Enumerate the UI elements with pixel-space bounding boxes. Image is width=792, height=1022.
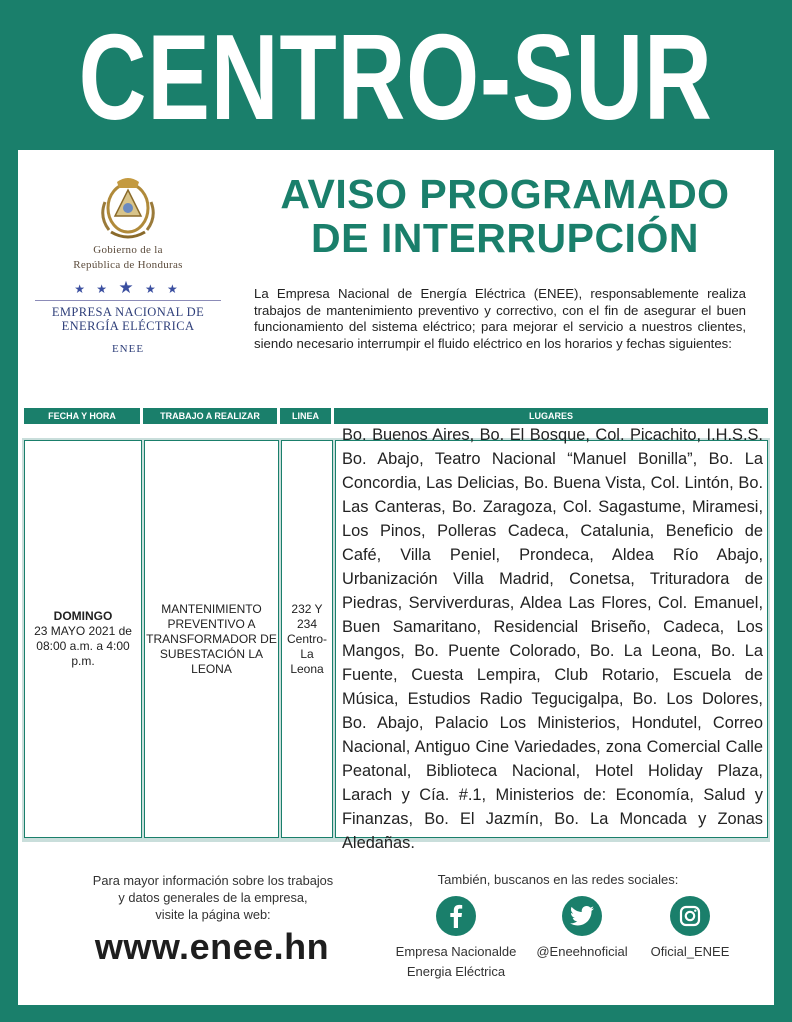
cell-work-text: MANTENIMIENTO PREVENTIVO A TRANSFORMADOR DE SUBESTACIÓN LA LEONA	[146, 601, 277, 676]
website-link[interactable]: www.enee.hn	[94, 926, 330, 967]
cell-line	[281, 440, 333, 838]
facebook-label-2: Energia Eléctrica	[406, 964, 506, 979]
enee-logo	[28, 172, 228, 362]
gov-line-2: República de Honduras	[73, 259, 183, 271]
notice-headline	[240, 172, 770, 260]
social-title: También, buscanos en las redes sociales:	[437, 872, 679, 887]
cell-day: DOMINGO	[53, 609, 113, 623]
headline-line-2: DE INTERRUPCIÓN	[311, 215, 699, 261]
region-title: CENTRO-SUR	[79, 9, 713, 145]
twitter-icon	[562, 896, 602, 936]
cell-line-text: 232 Y 234 Centro- La Leona	[286, 601, 327, 676]
table-row	[22, 426, 770, 852]
logo-divider	[35, 300, 221, 301]
header-linea: LINEA	[280, 408, 331, 424]
cell-date-time: 23 MAYO 2021 de 08:00 a.m. a 4:00 p.m.	[34, 624, 132, 668]
header-lugares: LUGARES	[334, 408, 768, 424]
company-line-2: ENERGÍA ELÉCTRICA	[61, 319, 195, 333]
instagram-link[interactable]	[620, 896, 760, 962]
cell-places-text: Bo. Buenos Aires, Bo. El Bosque, Col. Picachito, I.H.S.S. Bo. Abajo, Teatro Nacional “Manuel Bonilla”, Bo. La Concordia, Las Delicias, Bo. Buena Vista, Col. Lintón, Bo. Las Canteras, Bo. Zaragoza, Col. Sagastume, Miramesi, Los Pinos, Polleras Cadeca, Catalunia, Beneficio de Café, Villa Peniel, Prondeca, Aldea Río Abajo, Urbanización Villa Madrid, Conetsa, Trituradora de Piedras, Serviverduras, Aldea Las Flores, Col. Emanuel, Buen Samaritano, Residencial Briseño, Cadeca, Los Mangos, Bo. Puente Colorado, Bo. La Leona, Bo. La Fuente, Cuesta Lempira, Club Rotario, Escuela de Música, Estudios Radio Tegucigalpa, Bo. Los Dolores, Bo. Abajo, Palacio Los Ministerios, Hondutel, Correo Nacional, Antiguo Cine Variedades, zona Comercial Calle Peatonal, Biblioteca Nacional, Hotel Holiday Plaza, Larach y Cía. #.1, Ministerios de: Economía, Salud y Finanzas, Bo. El Jazmín, Bo. La Moncada y Zonas Aledañas.	[342, 426, 763, 852]
info-line-1: Para mayor información sobre los trabajos	[92, 873, 334, 888]
intro-paragraph: La Empresa Nacional de Energía Eléctrica (ENEE), responsablemente realiza trabajos de mantenimiento preventivo y correctivo, con el fin de asegurar el buen funcionamiento del sistema eléctrico; para mejorar el servicio a nuestros clientes, siendo necesario interrumpir el fluido eléctrico en los horarios y fechas siguientes:	[254, 286, 746, 351]
instagram-label: Oficial_ENEE	[650, 944, 730, 959]
header-trabajo: TRABAJO A REALIZAR	[143, 408, 277, 424]
cell-places	[335, 426, 768, 852]
info-line-2: y datos generales de la empresa,	[118, 890, 308, 905]
info-text	[68, 872, 358, 923]
gov-line-1: Gobierno de la	[93, 244, 163, 256]
header-fecha: FECHA Y HORA	[24, 408, 140, 424]
cell-date	[24, 440, 142, 838]
company-abbr: ENEE	[111, 343, 145, 355]
facebook-icon	[436, 896, 476, 936]
facebook-link[interactable]	[386, 896, 526, 982]
cell-work	[144, 440, 279, 838]
notice-card	[18, 150, 774, 1005]
coat-of-arms-seal	[97, 172, 159, 242]
stars-icon: ★ ★ ★ ★ ★	[74, 278, 182, 297]
top-banner	[0, 0, 792, 148]
table-header	[24, 408, 768, 424]
headline-line-1: AVISO PROGRAMADO	[280, 171, 730, 217]
instagram-icon	[670, 896, 710, 936]
twitter-label: @Eneehnoficial	[536, 944, 628, 959]
facebook-label-1: Empresa Nacionalde	[395, 944, 517, 959]
info-line-3: visite la página web:	[155, 907, 271, 922]
company-line-1: EMPRESA NACIONAL DE	[51, 305, 205, 319]
